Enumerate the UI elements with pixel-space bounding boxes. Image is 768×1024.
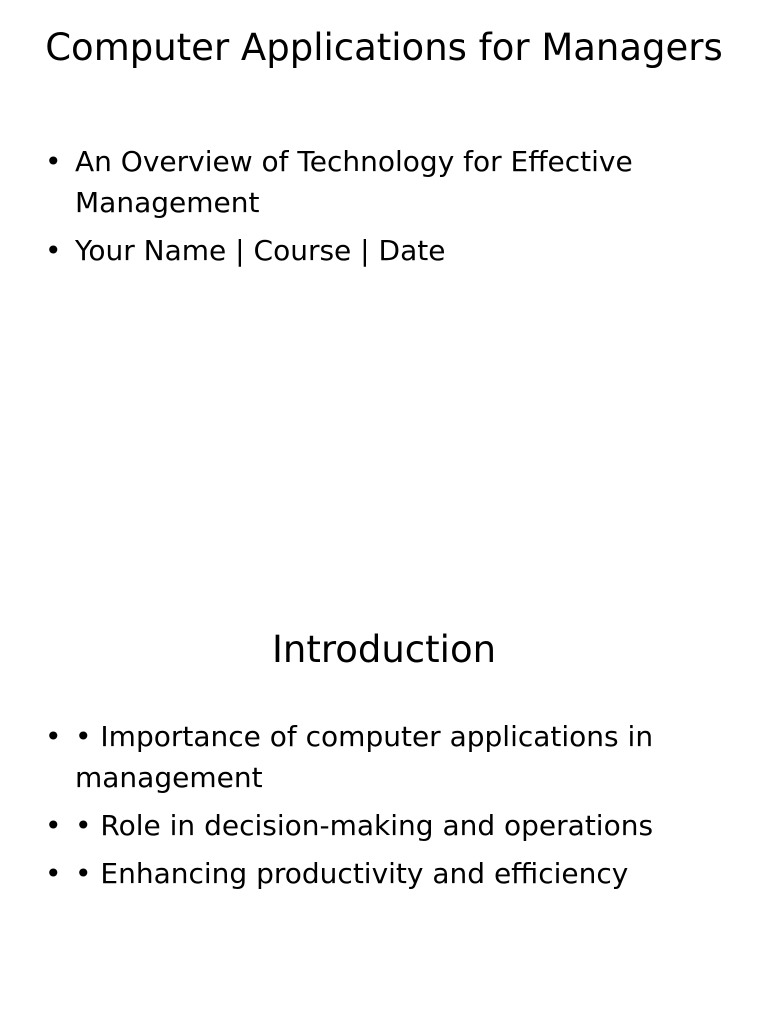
bullet-text: An Overview of Technology for Effective Management [75,145,633,219]
bullet-text: • Role in decision-making and operations [75,809,654,842]
bullet-text: • Importance of computer applications in management [75,720,654,794]
slide-introduction [0,512,768,1024]
bullet-dot-icon: • [45,720,62,753]
bullet-dot-icon: • [45,145,62,178]
bullet-item [40,141,680,223]
bullet-dot-icon: • [45,234,62,267]
slide-bullet-list [40,141,680,278]
bullet-item [40,853,680,894]
bullet-item [40,230,680,271]
slide-title-heading: Introduction [271,628,497,671]
bullet-text: Your Name | Course | Date [75,234,446,267]
bullet-text: • Enhancing productivity and efficiency [75,857,629,890]
bullet-dot-icon: • [45,809,62,842]
bullet-item [40,716,680,798]
bullet-item [40,805,680,846]
slide-bullet-list [40,716,680,901]
bullet-dot-icon: • [45,857,62,890]
slide-title-heading: Computer Applications for Managers [45,26,723,69]
